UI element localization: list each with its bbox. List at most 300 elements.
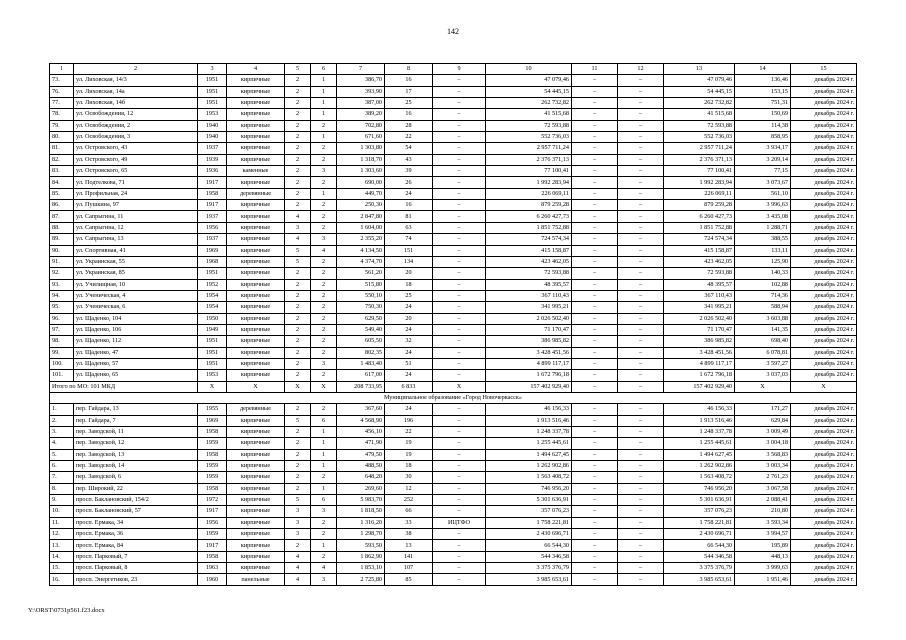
table-row — [50, 313, 857, 324]
table-row — [50, 302, 857, 313]
table-cell: каменные — [227, 166, 285, 177]
table-cell: 1 303,80 — [337, 143, 385, 154]
table-cell: ИЦТФО — [433, 517, 486, 528]
table-cell: – — [572, 370, 618, 381]
table-cell: 4 — [285, 551, 311, 562]
table-cell: 1 — [311, 449, 337, 460]
table-cell: – — [433, 200, 486, 211]
table-cell: 879 259,28 — [664, 200, 735, 211]
table-cell: 3 — [285, 517, 311, 528]
table-cell: 2 — [311, 324, 337, 335]
table-cell: декабрь 2024 г. — [791, 370, 857, 381]
table-cell: – — [572, 483, 618, 494]
table-cell: ул. Щаденко, 106 — [74, 324, 198, 335]
table-cell: – — [572, 324, 618, 335]
file-path: Y:\ORST\0731p561.f23.docx — [28, 607, 105, 614]
table-cell: кирпичные — [227, 132, 285, 143]
table-cell: – — [618, 540, 664, 551]
table-cell: декабрь 2024 г. — [791, 166, 857, 177]
table-cell: 17 — [385, 86, 433, 97]
table-cell: 71 170,47 — [664, 324, 735, 335]
table-cell: 54 — [385, 143, 433, 154]
table-cell: 6 078,81 — [735, 347, 791, 358]
table-cell: кирпичные — [227, 427, 285, 438]
table-cell: 3 037,03 — [735, 370, 791, 381]
table-cell: – — [572, 200, 618, 211]
table-cell: 2 957 711,24 — [486, 143, 572, 154]
table-cell: 2 — [311, 177, 337, 188]
table-cell: 18 — [385, 279, 433, 290]
table-cell: 153,15 — [735, 86, 791, 97]
total-cell: X — [285, 381, 311, 392]
table-cell: – — [572, 256, 618, 267]
section-row — [50, 392, 857, 403]
table-row — [50, 324, 857, 335]
table-cell: – — [433, 245, 486, 256]
table-row — [50, 154, 857, 165]
table-cell: 724 574,34 — [664, 234, 735, 245]
table-cell: пер. Гайдара, 7 — [74, 415, 198, 426]
table-cell: 1954 — [198, 290, 227, 301]
table-cell: – — [572, 268, 618, 279]
table-cell: 2 — [311, 551, 337, 562]
table-cell: декабрь 2024 г. — [791, 506, 857, 517]
table-cell: пер. Широкий, 22 — [74, 483, 198, 494]
table-cell: – — [433, 495, 486, 506]
table-cell: 423 462,05 — [664, 256, 735, 267]
table-cell: кирпичные — [227, 234, 285, 245]
column-number: 6 — [311, 64, 337, 75]
table-cell: 1956 — [198, 222, 227, 233]
table-cell: 549,40 — [337, 324, 385, 335]
table-cell: – — [618, 517, 664, 528]
table-cell: ул. Освобождения, 12 — [74, 109, 198, 120]
table-row — [50, 506, 857, 517]
table-cell: 20 — [385, 313, 433, 324]
table-cell: 2 — [285, 200, 311, 211]
total-cell: X — [198, 381, 227, 392]
table-cell: 393,90 — [337, 86, 385, 97]
table-cell: 47 079,46 — [664, 75, 735, 86]
table-cell: 544 346,58 — [486, 551, 572, 562]
table-cell: декабрь 2024 г. — [791, 415, 857, 426]
table-cell: 2 — [285, 143, 311, 154]
table-cell: 3 999,63 — [735, 563, 791, 574]
table-cell: 2 — [311, 472, 337, 483]
table-cell: декабрь 2024 г. — [791, 540, 857, 551]
table-cell: 448,13 — [735, 551, 791, 562]
table-cell: 2 — [311, 370, 337, 381]
table-cell: 32 — [385, 336, 433, 347]
table-cell: кирпичные — [227, 98, 285, 109]
table-cell: – — [433, 438, 486, 449]
table-cell: ул. Сапрыгина, 11 — [74, 211, 198, 222]
table-row — [50, 563, 857, 574]
table-cell: панельные — [227, 574, 285, 585]
table-cell: 73. — [50, 75, 74, 86]
table-cell: – — [572, 188, 618, 199]
table-cell: 1 255 445,61 — [664, 438, 735, 449]
table-cell: – — [433, 211, 486, 222]
table-cell: – — [572, 461, 618, 472]
page-number: 142 — [447, 27, 459, 36]
table-cell: – — [572, 551, 618, 562]
table-cell: 552 736,03 — [664, 132, 735, 143]
table-cell: 1951 — [198, 75, 227, 86]
table-cell: 561,10 — [735, 188, 791, 199]
table-cell: – — [433, 449, 486, 460]
table-cell: – — [618, 109, 664, 120]
table-cell: – — [572, 574, 618, 585]
table-cell: 415 158,87 — [664, 245, 735, 256]
table-cell: кирпичные — [227, 245, 285, 256]
table-cell: 43 — [385, 154, 433, 165]
table-cell: 3 996,63 — [735, 200, 791, 211]
table-row — [50, 358, 857, 369]
table-cell: 386,70 — [337, 75, 385, 86]
table-cell: – — [572, 234, 618, 245]
table-cell: – — [618, 483, 664, 494]
table-cell: 1 — [311, 483, 337, 494]
table-cell: – — [618, 290, 664, 301]
table-cell: 97. — [50, 324, 74, 335]
table-cell: ул. Сапрыгина, 12 — [74, 222, 198, 233]
table-cell: 5 — [285, 256, 311, 267]
table-cell: – — [433, 427, 486, 438]
table-cell: 4 — [285, 563, 311, 574]
table-cell: – — [433, 336, 486, 347]
table-cell: 2 — [285, 336, 311, 347]
table-cell: пер. Заводской, 6 — [74, 472, 198, 483]
table-cell: 30 — [385, 472, 433, 483]
column-number: 11 — [572, 64, 618, 75]
table-cell: кирпичные — [227, 495, 285, 506]
table-cell: 1 604,00 — [337, 222, 385, 233]
table-cell: кирпичные — [227, 358, 285, 369]
table-cell: 2 — [285, 540, 311, 551]
table-cell: 82. — [50, 154, 74, 165]
table-cell: 561,20 — [337, 268, 385, 279]
table-cell: декабрь 2024 г. — [791, 427, 857, 438]
table-cell: 11. — [50, 517, 74, 528]
table-cell: 488,50 — [337, 461, 385, 472]
table-cell: – — [433, 404, 486, 415]
table-cell: 2 376 371,13 — [486, 154, 572, 165]
table-cell: 72 593,88 — [486, 268, 572, 279]
table-cell: 15. — [50, 563, 74, 574]
table-cell: 1958 — [198, 427, 227, 438]
table-cell: – — [433, 120, 486, 131]
table-cell: 1 248 337,78 — [486, 427, 572, 438]
table-cell: 6 260 427,73 — [664, 211, 735, 222]
table-cell: – — [618, 324, 664, 335]
table-cell: 367 110,43 — [664, 290, 735, 301]
table-cell: кирпичные — [227, 154, 285, 165]
table-cell: – — [572, 166, 618, 177]
table-cell: 2 — [285, 177, 311, 188]
table-cell: 16. — [50, 574, 74, 585]
table-cell: декабрь 2024 г. — [791, 324, 857, 335]
table-cell: – — [433, 109, 486, 120]
table-cell: 24 — [385, 302, 433, 313]
table-cell: 1 851 752,88 — [664, 222, 735, 233]
table-cell: кирпичные — [227, 75, 285, 86]
table-cell: 13. — [50, 540, 74, 551]
table-cell: 171,27 — [735, 404, 791, 415]
table-cell: 3 994,57 — [735, 529, 791, 540]
table-cell: 1955 — [198, 404, 227, 415]
table-cell: декабрь 2024 г. — [791, 404, 857, 415]
table-row — [50, 279, 857, 290]
table-cell: просп. Баклановский, 57 — [74, 506, 198, 517]
table-cell: 252 — [385, 495, 433, 506]
total-cell: X — [735, 381, 791, 392]
column-number: 10 — [486, 64, 572, 75]
table-row — [50, 132, 857, 143]
table-cell: – — [572, 506, 618, 517]
table-cell: 5 — [285, 495, 311, 506]
table-cell: 3 428 451,56 — [486, 347, 572, 358]
table-cell: 3 428 451,56 — [664, 347, 735, 358]
table-cell: 195,89 — [735, 540, 791, 551]
table-cell: 1 — [311, 540, 337, 551]
table-cell: 22 — [385, 427, 433, 438]
table-cell: 387,00 — [337, 98, 385, 109]
table-cell: 74 — [385, 234, 433, 245]
table-cell: – — [618, 268, 664, 279]
table-cell: 3. — [50, 427, 74, 438]
table-cell: 63 — [385, 222, 433, 233]
table-row — [50, 256, 857, 267]
table-cell: 2 957 711,24 — [664, 143, 735, 154]
table-cell: – — [572, 336, 618, 347]
table-cell: 2 — [285, 120, 311, 131]
table-cell: 22 — [385, 132, 433, 143]
table-cell: кирпичные — [227, 370, 285, 381]
table-cell: декабрь 2024 г. — [791, 563, 857, 574]
table-cell: – — [618, 461, 664, 472]
table-cell: кирпичные — [227, 461, 285, 472]
table-cell: 2 — [311, 529, 337, 540]
table-row — [50, 245, 857, 256]
table-cell: 1 851 752,88 — [486, 222, 572, 233]
table-row — [50, 540, 857, 551]
table-cell: 1953 — [198, 109, 227, 120]
table-cell: 2 — [285, 132, 311, 143]
table-cell: 367 110,43 — [486, 290, 572, 301]
table-cell: 25 — [385, 290, 433, 301]
table-cell: 1 — [311, 461, 337, 472]
table-cell: 79. — [50, 120, 74, 131]
table-cell: 544 346,58 — [664, 551, 735, 562]
table-cell: 1951 — [198, 347, 227, 358]
table-cell: декабрь 2024 г. — [791, 234, 857, 245]
table-cell: 3 — [285, 529, 311, 540]
table-cell: 83. — [50, 166, 74, 177]
table-cell: 2 — [285, 472, 311, 483]
table-cell: 134 — [385, 256, 433, 267]
table-cell: 9. — [50, 495, 74, 506]
table-cell: ул. Островского, 49 — [74, 154, 198, 165]
table-cell: 629,50 — [337, 313, 385, 324]
table-cell: 3 — [311, 358, 337, 369]
table-cell: 1 758 221,81 — [664, 517, 735, 528]
table-cell: 3 004,18 — [735, 438, 791, 449]
table-cell: ул. Щаденко, 112 — [74, 336, 198, 347]
table-cell: – — [618, 302, 664, 313]
table-cell: 1959 — [198, 461, 227, 472]
table-cell: 552 736,03 — [486, 132, 572, 143]
table-cell: 86. — [50, 200, 74, 211]
column-number: 7 — [337, 64, 385, 75]
table-cell: декабрь 2024 г. — [791, 529, 857, 540]
table-cell: – — [572, 290, 618, 301]
table-cell: 1917 — [198, 177, 227, 188]
table-cell: 2 — [311, 313, 337, 324]
table-cell: – — [572, 563, 618, 574]
table-cell: – — [618, 154, 664, 165]
table-cell: 3 — [311, 234, 337, 245]
table-cell: 47 079,46 — [486, 75, 572, 86]
table-cell: 2 — [285, 154, 311, 165]
table-cell: декабрь 2024 г. — [791, 268, 857, 279]
table-cell: 1 — [311, 438, 337, 449]
table-cell: 1937 — [198, 211, 227, 222]
table-cell: 77. — [50, 98, 74, 109]
table-cell: 76. — [50, 86, 74, 97]
table-cell: 28 — [385, 120, 433, 131]
table-cell: 6 — [311, 415, 337, 426]
table-cell: декабрь 2024 г. — [791, 154, 857, 165]
table-cell: 1939 — [198, 154, 227, 165]
table-cell: 1959 — [198, 472, 227, 483]
table-cell: 81 — [385, 211, 433, 222]
table-cell: просп. Ермака, 84 — [74, 540, 198, 551]
table-cell: – — [572, 98, 618, 109]
table-cell: кирпичные — [227, 256, 285, 267]
table-cell: 671,60 — [337, 132, 385, 143]
table-cell: – — [572, 529, 618, 540]
table-cell: – — [572, 154, 618, 165]
table-cell: 196 — [385, 415, 433, 426]
table-cell: 2 — [311, 211, 337, 222]
table-cell: 16 — [385, 75, 433, 86]
table-cell: 629,84 — [735, 415, 791, 426]
table-cell: декабрь 2024 г. — [791, 461, 857, 472]
table-cell: 2 — [285, 438, 311, 449]
table-cell: 262 732,82 — [664, 98, 735, 109]
table-cell: 2 026 502,40 — [486, 313, 572, 324]
table-row — [50, 574, 857, 585]
table-cell: деревянные — [227, 404, 285, 415]
table-cell: ул. Островского, 43 — [74, 143, 198, 154]
table-cell: 1 — [311, 132, 337, 143]
table-cell: 6. — [50, 461, 74, 472]
table-cell: 702,80 — [337, 120, 385, 131]
table-cell: 51 — [385, 358, 433, 369]
table-cell: декабрь 2024 г. — [791, 483, 857, 494]
table-cell: 2 — [285, 188, 311, 199]
table-cell: – — [572, 449, 618, 460]
table-cell: кирпичные — [227, 347, 285, 358]
table-cell: 1 — [311, 98, 337, 109]
table-cell: ул. Украинская, 85 — [74, 268, 198, 279]
table-cell: ул. Сапрыгина, 13 — [74, 234, 198, 245]
table-cell: кирпичные — [227, 86, 285, 97]
table-cell: 2 — [311, 290, 337, 301]
table-cell: 1 853,10 — [337, 563, 385, 574]
table-cell: 41 515,68 — [664, 109, 735, 120]
column-number: 14 — [735, 64, 791, 75]
table-cell: ул. Лиховская, 14/3 — [74, 75, 198, 86]
table-cell: 269,60 — [337, 483, 385, 494]
table-cell: – — [618, 234, 664, 245]
table-cell: декабрь 2024 г. — [791, 200, 857, 211]
table-cell: ул. Профильная, 24 — [74, 188, 198, 199]
table-cell: кирпичные — [227, 449, 285, 460]
table-cell: 41 515,68 — [486, 109, 572, 120]
table-cell: 5 — [285, 245, 311, 256]
table-cell: 1936 — [198, 166, 227, 177]
table-cell: 1958 — [198, 483, 227, 494]
table-cell: – — [618, 427, 664, 438]
total-cell: – — [572, 381, 618, 392]
table-cell: 1 758 221,81 — [486, 517, 572, 528]
table-cell: 471,90 — [337, 438, 385, 449]
table-cell: 7. — [50, 472, 74, 483]
table-cell: кирпичные — [227, 143, 285, 154]
table-cell: 746 956,20 — [664, 483, 735, 494]
table-cell: 24 — [385, 188, 433, 199]
table-cell: 1 — [311, 427, 337, 438]
table-cell: – — [433, 324, 486, 335]
table-cell: 386 985,82 — [664, 336, 735, 347]
table-cell: 1 951,46 — [735, 574, 791, 585]
table-cell: кирпичные — [227, 551, 285, 562]
table-cell: 1 672 796,18 — [664, 370, 735, 381]
table-cell: 386 985,82 — [486, 336, 572, 347]
table-cell: – — [572, 415, 618, 426]
table-cell: 1 262 902,86 — [664, 461, 735, 472]
table-cell: 136,46 — [735, 75, 791, 86]
table-cell: 5 301 636,91 — [486, 495, 572, 506]
table-cell: кирпичные — [227, 177, 285, 188]
total-cell: 208 733,95 — [337, 381, 385, 392]
table-cell: 3 209,14 — [735, 154, 791, 165]
table-cell: декабрь 2024 г. — [791, 256, 857, 267]
table-cell: 3 009,49 — [735, 427, 791, 438]
table-cell: 2. — [50, 415, 74, 426]
table-cell: 1937 — [198, 143, 227, 154]
table-cell: – — [618, 313, 664, 324]
table-cell: деревянные — [227, 188, 285, 199]
table-cell: декабрь 2024 г. — [791, 132, 857, 143]
table-cell: – — [433, 222, 486, 233]
table-cell: 2 — [285, 166, 311, 177]
table-row — [50, 483, 857, 494]
table-cell: кирпичные — [227, 120, 285, 131]
table-cell: 879 259,28 — [486, 200, 572, 211]
table-cell: ул. Училищная, 10 — [74, 279, 198, 290]
table-cell: 26 — [385, 177, 433, 188]
table-cell: ул. Островского, 65 — [74, 166, 198, 177]
table-cell: 367,60 — [337, 404, 385, 415]
table-cell: 2 — [285, 313, 311, 324]
table-cell: 3 593,34 — [735, 517, 791, 528]
table-cell: – — [433, 358, 486, 369]
table-cell: 3 — [311, 574, 337, 585]
table-cell: 1 494 627,45 — [664, 449, 735, 460]
